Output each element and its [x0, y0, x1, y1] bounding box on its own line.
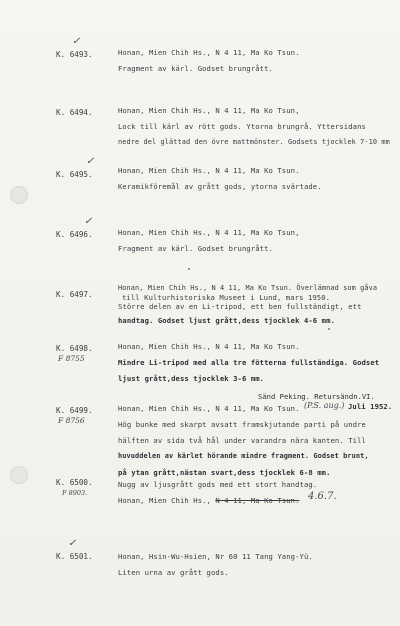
entry-line: till Kulturhistoriska Museet i Lund, mars 1950. — [122, 293, 331, 302]
entry-line: Honan, Mien Chih Hs., N 4 11, Ma Ko Tsun. — [118, 342, 300, 351]
entry-number: K. 6500. — [56, 478, 93, 487]
shipping-note: Sänd Peking. Retursändn.VI. — [258, 392, 375, 401]
entry-line: Honan, Mien Chih Hs., N 4 11, Ma Ko Tsun, — [118, 106, 300, 115]
checkmark-icon: ✓ — [86, 156, 95, 167]
entry-number: K. 6499. — [56, 406, 93, 415]
entry-line: Fragment av kärl. Godset brungrått. — [118, 244, 273, 253]
entry-line: Honan, Mien Chih Hs., N 4 11, Ma Ko Tsun. — [118, 404, 300, 413]
entry-line: på ytan grått,nästan svart,dess tjocklek 6-8 mm. — [118, 468, 331, 477]
checkmark-icon: ✓ — [84, 216, 93, 227]
entry-line: Hög bunke med skarpt avsatt framskjutande parti på undre — [118, 420, 366, 429]
punch-hole — [10, 186, 28, 204]
entry-line: Liten urna av grått gods. — [118, 568, 229, 577]
entry-number: K. 6498. — [56, 344, 93, 353]
entry-line: Honan, Mien Chih Hs., N 4 11, Ma Ko Tsun. — [118, 48, 300, 57]
entry-line: Lock till kärl av rött gods. Ytorna brungrå. Yttersidans — [118, 122, 366, 131]
struck-locality: N 4 11, Ma Ko Tsun. — [215, 496, 300, 505]
ink-mark — [188, 268, 190, 270]
ink-mark — [328, 328, 330, 330]
entry-date: Juli 1952. — [348, 402, 393, 411]
entry-line — [118, 496, 300, 505]
entry-line: Större delen av en Li-tripod, ett ben fullständigt, ett — [118, 302, 362, 311]
field-number: F 8903. — [62, 489, 88, 497]
entry-line: huvuddelen av kärlet hörande mindre fragment. Godset brunt, — [118, 452, 369, 460]
entry-number: K. 6495. — [56, 170, 93, 179]
entry-number: K. 6493. — [56, 50, 93, 59]
entry-line: hälften av sida två hål under varandra nära kanten. Till — [118, 436, 366, 445]
entry-line-locality: Honan, Mien Chih Hs., — [118, 496, 216, 505]
entry-line: Mindre Li-tripod med alla tre fötterna fullständiga. Godset — [118, 358, 380, 367]
punch-hole — [10, 466, 28, 484]
field-number: F 8756 — [58, 416, 85, 425]
entry-line: Nugg av ljusgrått gods med ett stort handtag. — [118, 480, 318, 489]
entry-line: ljust grått,dess tjocklek 3-6 mm. — [118, 374, 265, 383]
entry-line: Honan, Mien Chih Hs., N 4 11, Ma Ko Tsun, — [118, 228, 300, 237]
handwritten-note: (P.S. aug.) — [304, 401, 345, 410]
entry-number: K. 6496. — [56, 230, 93, 239]
entry-line: Honan, Hsin-Wu-Hsien, Nr 60 11 Tang Yang-Yü. — [118, 552, 313, 561]
entry-line: handtag. Godset ljust grått,dess tjocklek 4-6 mm. — [118, 316, 335, 325]
handwritten-correction: 4.6.7. — [308, 491, 337, 502]
field-number: F 8755 — [58, 354, 85, 363]
entry-line: nedre del glättad den övre mattmönster. Godsets tjocklek 7-10 mm — [118, 138, 390, 146]
entry-number: K. 6497. — [56, 290, 93, 299]
entry-line: Keramikföremål av grått gods, ytorna svärtade. — [118, 182, 322, 191]
entry-number: K. 6501. — [56, 552, 93, 561]
checkmark-icon: ✓ — [68, 538, 77, 549]
entry-line: Honan, Mien Chih Hs., N 4 11, Ma Ko Tsun. — [118, 166, 300, 175]
entry-line: Fragment av kärl. Godset brungrått. — [118, 64, 273, 73]
entry-line: Honan, Mien Chih Hs., N 4 11, Ma Ko Tsun. Överlämnad som gåva — [118, 284, 378, 292]
entry-number: K. 6494. — [56, 108, 93, 117]
checkmark-icon: ✓ — [72, 36, 81, 47]
